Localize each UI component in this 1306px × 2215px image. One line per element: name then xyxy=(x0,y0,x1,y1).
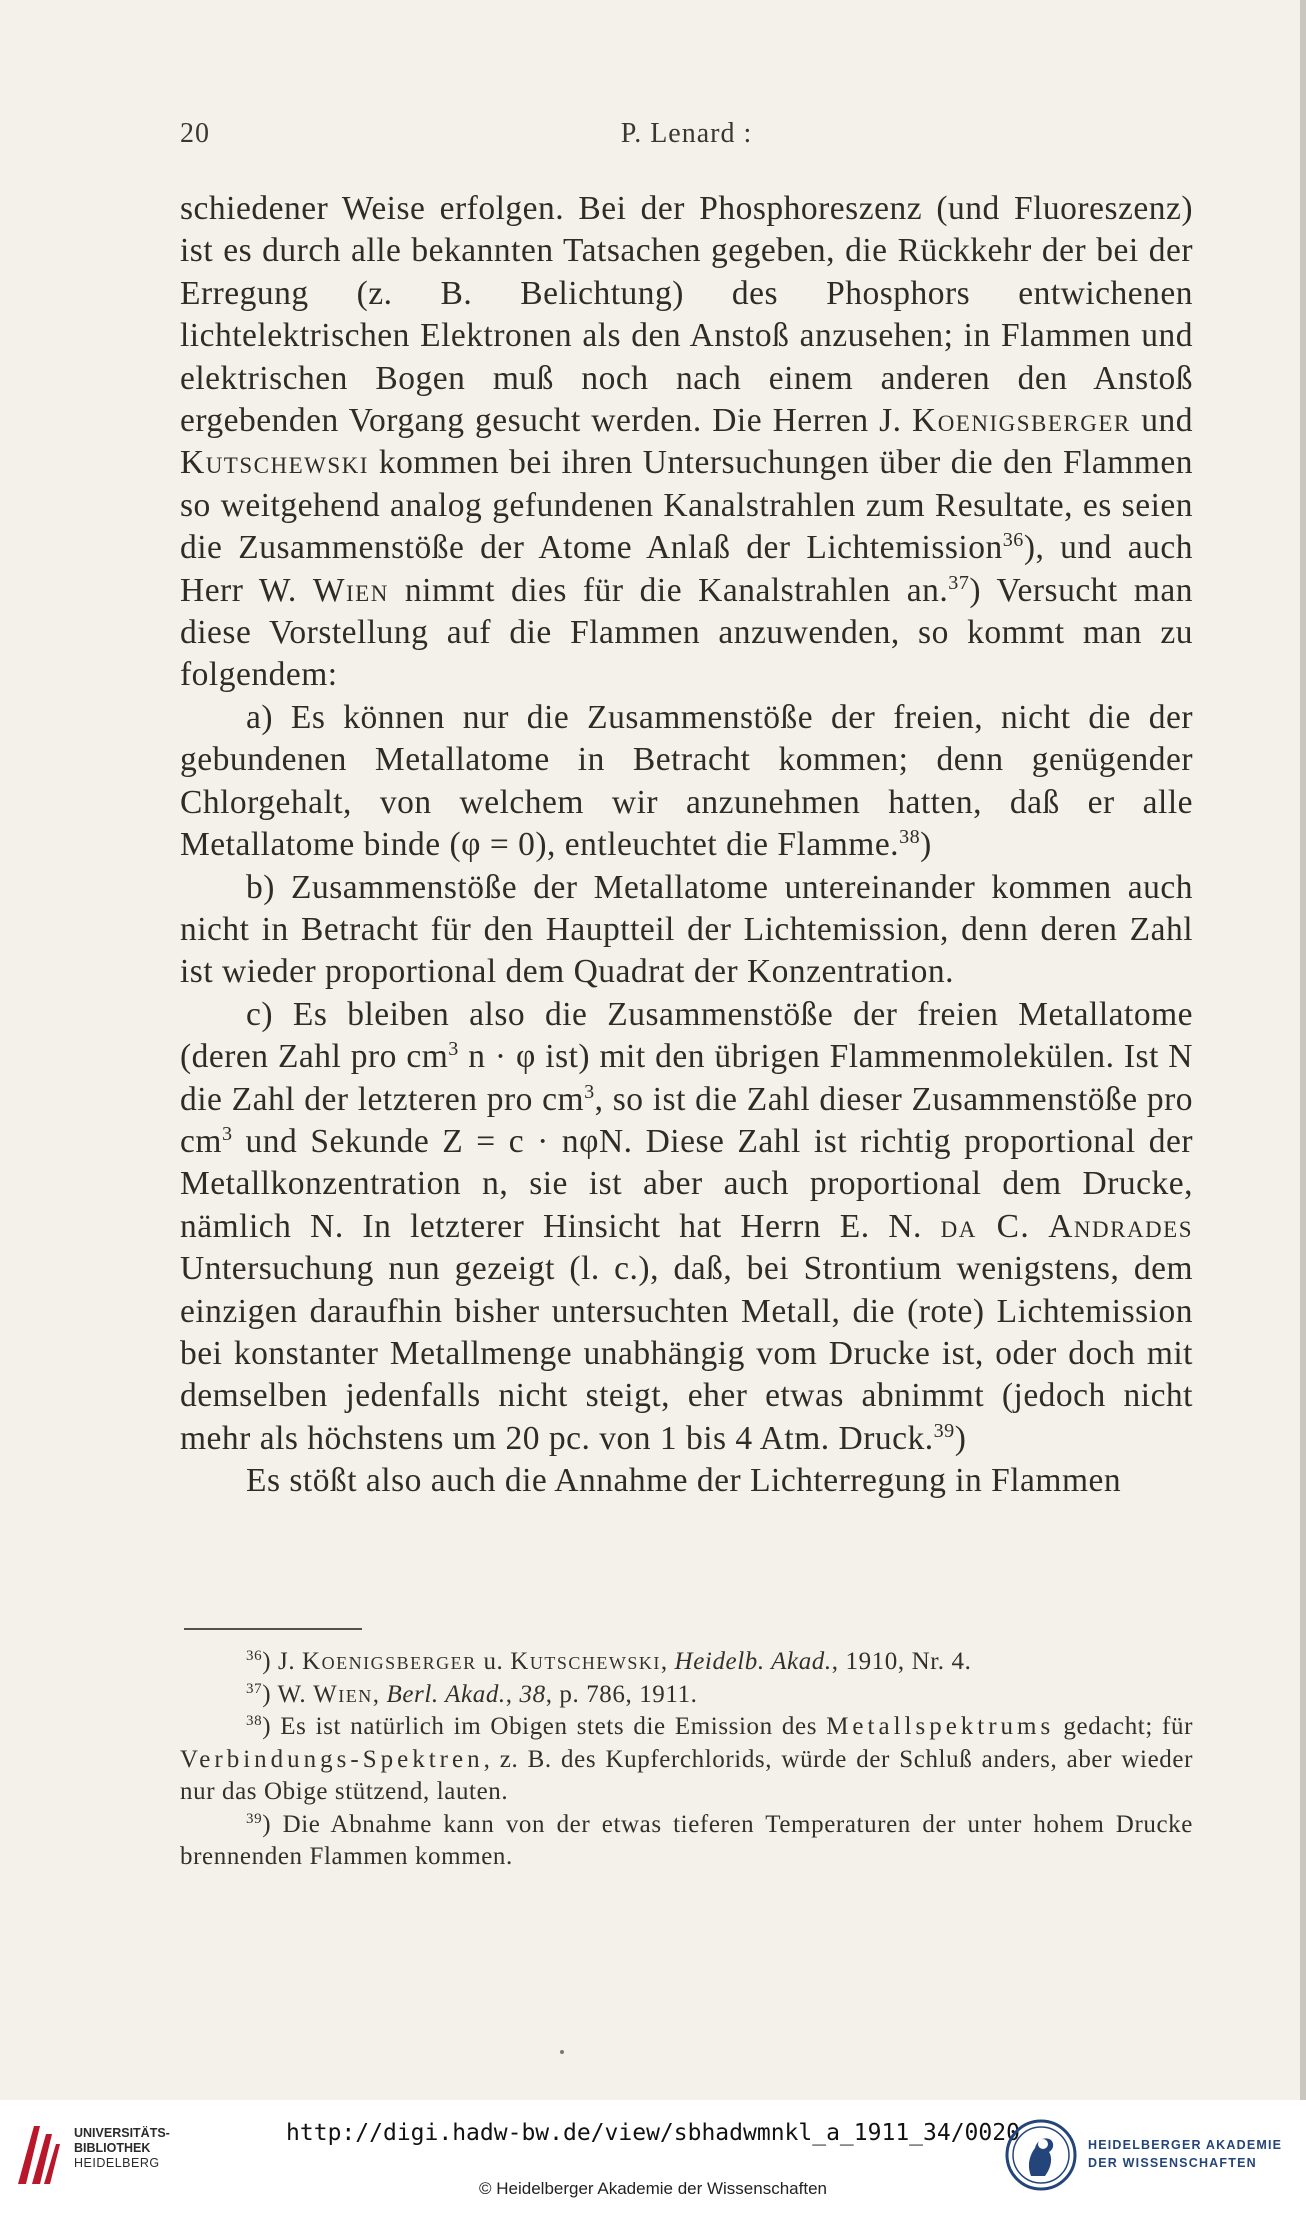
text-run: , xyxy=(660,1648,668,1675)
footnote-number: 37 xyxy=(246,1680,263,1697)
text-run: , xyxy=(505,1680,513,1708)
page-edge xyxy=(1300,0,1306,2100)
running-head: P. Lenard : xyxy=(620,118,753,149)
viewer-footer xyxy=(0,2100,1306,2215)
superscript: 3 xyxy=(584,1080,595,1103)
text-run: schiedener Weise erfolgen. Bei der Phosphoreszenz (und Fluoreszenz) ist es durch alle bekannten Tatsachen gegeben, die Rückkehr der bei der Erregung (z. B. Belichtung) des Phosphors entwichenen lichtelektrischen Elektronen als den Anstoß anzusehen; in Flammen und elektrischen Bogen muß noch nach einem anderen den Anstoß ergebenden Vorgang gesucht werden. Die Herren J. xyxy=(180,190,1193,440)
text-run: , so ist die Zahl dieser Zusammenstöße pro cm xyxy=(180,1080,1193,1160)
text-run: Die Abnahme kann von der etwas tieferen Temperaturen der unter hohem Drucke brennenden Flammen kommen. xyxy=(180,1810,1193,1870)
footnote-38: $^{38}$) Es ist natürlich im Obigen stets die Emission des Metallspektrums gedacht; für Verbindungs-Spektren, z. B. des Kupferchlorids, würde der Schluß anders, aber wieder nur das Obige stützend, lauten. xyxy=(180,1713,1193,1805)
text-run: gedacht; für xyxy=(1063,1713,1193,1740)
author-name: Koenigsberger xyxy=(912,402,1131,440)
author-name: Koenigsberger xyxy=(302,1648,477,1675)
permalink-url[interactable]: http://digi.hadw-bw.de/view/sbhadwmnkl_a_1911_34/0020 xyxy=(286,2120,1020,2146)
text-run: ), und auch Herr W. xyxy=(180,529,1193,609)
footnote-ref: 39 xyxy=(933,1419,955,1442)
text-run: Untersuchung nun gezeigt (l. c.), daß, bei Strontium wenigstens, dem einzigen daraufhin bisher untersuchten Metall, die (rote) Lichtemission bei konstanter Metallmenge unabhängig vom Drucke ist, oder doch mit demselben jedenfalls nicht steigt, eher etwas abnimmt (jedoch nicht mehr als höchstens um 20 pc. von 1 bis 4 Atm. Druck. xyxy=(180,1250,1193,1457)
text-run: ) xyxy=(920,826,932,864)
paragraph-closing: Es stößt also auch die Annahme der Lichterregung in Flammen xyxy=(246,1462,1122,1500)
text-run: ) Versucht man diese Vorstellung auf die Flammen anzuwenden, so kommt man zu folgendem: xyxy=(180,571,1194,694)
speck-mark xyxy=(560,2050,564,2054)
copyright-notice: © Heidelberger Akademie der Wissenschaften xyxy=(479,2179,827,2198)
footnote-ref: 36 xyxy=(1002,529,1024,552)
page-header xyxy=(180,118,1193,158)
superscript: 3 xyxy=(448,1038,459,1061)
footnote-ref: 37 xyxy=(948,571,970,594)
journal-name: Berl. Akad. xyxy=(386,1680,506,1708)
text-run: , p. 786, 1911. xyxy=(545,1680,698,1708)
text-run: Es ist natürlich im Obigen stets die Emission des xyxy=(280,1713,818,1740)
author-name: Wien xyxy=(312,571,389,609)
text-run: c) Es bleiben also die Zusammenstöße der freien Metallatome (deren Zahl pro cm xyxy=(180,995,1193,1076)
library-name-line: UNIVERSITÄTS- xyxy=(74,2126,170,2140)
spaced-emphasis: Verbindungs-Spektren xyxy=(180,1745,484,1773)
text-run: , 1910, Nr. 4. xyxy=(831,1648,972,1675)
footnote-ref: 38 xyxy=(899,826,921,849)
footnote-39: $^{39}$) Die Abnahme kann von der etwas tieferen Temperaturen der unter hohem Drucke brennenden Flammen kommen. xyxy=(180,1810,1193,1870)
paragraph-c xyxy=(180,994,1193,1460)
footnote-number: 39 xyxy=(246,1810,263,1827)
text-run: nimmt dies für die Kanalstrahlen an. xyxy=(404,571,949,609)
text-run: kommen bei ihren Untersuchungen über die den Flammen so weitgehend analog gefundenen Kanalstrahlen zum Resultate, es seien die Zusammenstöße der Atome Anlaß der Lichtemission xyxy=(180,444,1194,567)
footnote-37: $^{37}$) W. Wien, Berl. Akad., 38, p. 786, 1911. xyxy=(246,1680,698,1708)
footnote-number: 36 xyxy=(246,1648,263,1664)
academy-name-line: DER WISSENSCHAFTEN xyxy=(1088,2156,1257,2170)
academy-name-line: HEIDELBERGER AKADEMIE xyxy=(1088,2138,1283,2152)
library-name-line: HEIDELBERG xyxy=(74,2156,160,2170)
text-run: W. xyxy=(277,1680,307,1708)
text-run: und Sekunde Z = c · nφN. Diese Zahl ist richtig proportional der Metallkonzentration n, sie ist aber auch proportional dem Drucke, nämlich N. In letzterer Hinsicht hat Herrn E. N. xyxy=(180,1122,1194,1245)
text-run: J. xyxy=(277,1648,296,1675)
library-name-line: BIBLIOTHEK xyxy=(74,2141,151,2155)
academy-seal-icon xyxy=(1005,2118,1077,2192)
spaced-emphasis: Metallspektrums xyxy=(826,1713,1055,1740)
footnote-divider xyxy=(184,1628,362,1630)
text-run: n · φ ist) mit den übrigen Flammenmolekülen. Ist N die Zahl der letzteren pro cm xyxy=(180,1038,1193,1118)
paragraph-b: b) Zusammenstöße der Metallatome untereinander kommen auch nicht in Betracht für den Hauptteil der Lichtemission, denn deren Zahl ist wieder proportional dem Quadrat der Konzentration. xyxy=(180,868,1193,991)
paragraph-continuation xyxy=(180,188,1193,697)
text-run: und xyxy=(1141,402,1194,440)
text-run: u. xyxy=(483,1648,504,1675)
author-name: da C. Andrades xyxy=(940,1207,1194,1245)
main-text xyxy=(180,188,1193,1503)
volume-number: 38 xyxy=(519,1680,546,1708)
superscript: 3 xyxy=(221,1122,233,1145)
author-name: Kutschewski xyxy=(180,444,369,482)
footnote-36: $^{36}$) J. Koenigsberger u. Kutschewski, Heidelb. Akad., 1910, Nr. 4. xyxy=(246,1648,972,1675)
page-number: 20 xyxy=(180,118,210,149)
author-name: Kutschewski xyxy=(510,1648,661,1675)
text-run: , z. B. des Kupferchlorids, würde der Schluß anders, aber wieder nur das Obige stützend, lauten. xyxy=(180,1745,1193,1805)
text-run: a) Es können nur die Zusammenstöße der freien, nicht die der gebundenen Metallatome in Betracht kommen; denn genügender Chlorgehalt, von welchem wir anzunehmen hatten, daß er alle Metallatome binde (φ = 0), entleuchtet die Flamme. xyxy=(180,698,1193,864)
journal-name: Heidelb. Akad. xyxy=(674,1648,832,1675)
footnote-number: 38 xyxy=(246,1713,263,1729)
footnotes xyxy=(180,1646,1193,1874)
text-run: ) xyxy=(954,1419,967,1457)
author-name: Wien xyxy=(313,1680,373,1708)
text-run: , xyxy=(372,1680,380,1708)
academy-name xyxy=(1088,2136,1300,2172)
paragraph-a xyxy=(180,697,1193,867)
